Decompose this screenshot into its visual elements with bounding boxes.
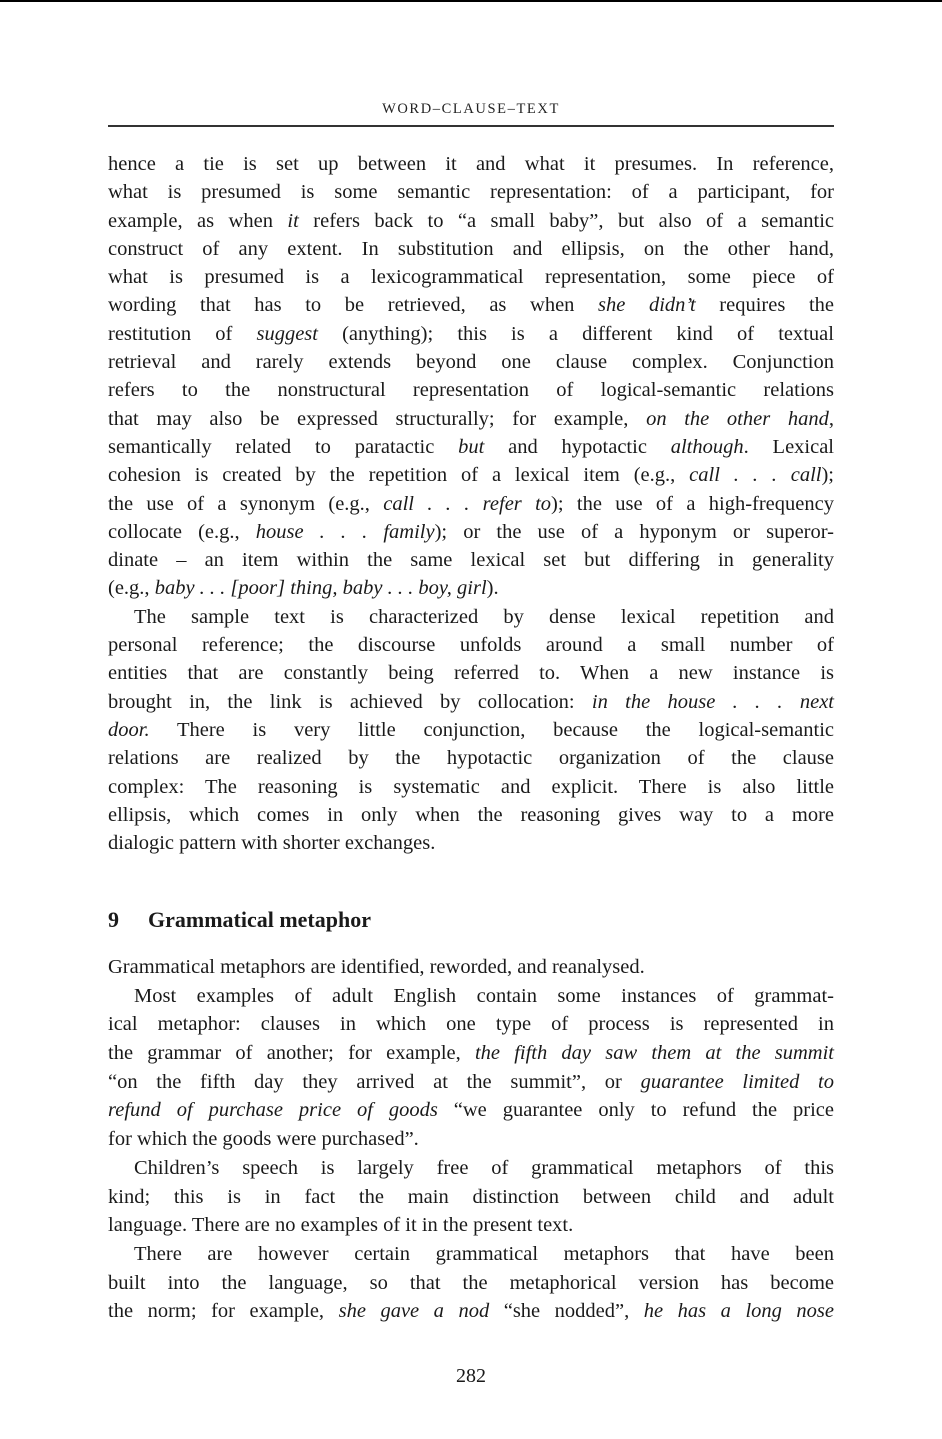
text-line: kind; this is in fact the main distinction between child and adult	[108, 1185, 834, 1208]
text-line: refers to the nonstructural representation of logical-semantic relations	[108, 379, 834, 402]
italic-example: she gave a nod	[338, 1300, 490, 1323]
text-line: language. There are no examples of it in the present text.	[108, 1214, 574, 1237]
text-line: semantically related to paratactic but and hypotactic although. Lexical	[108, 435, 835, 458]
body-text-lower	[108, 953, 834, 1326]
text-line: for which the goods were purchased”.	[108, 1128, 419, 1151]
text-line: relations are realized by the hypotactic organization of the clause	[108, 747, 834, 770]
text-line: cohesion is created by the repetition of a lexical item (e.g., call . . . call);	[108, 464, 835, 487]
text-line: complex: The reasoning is systematic and explicit. There is also little	[108, 775, 834, 798]
italic-example: he has a long nose	[643, 1300, 835, 1323]
text-line: entities that are constantly being referred to. When a new instance is	[108, 662, 834, 685]
text-line: what is presumed is a lexicogrammatical representation, some piece of	[108, 266, 834, 289]
italic-example: call . . . refer to	[383, 492, 552, 515]
text-line: what is presumed is some semantic representation: of a participant, for	[108, 181, 834, 204]
text-line: restitution of suggest (anything); this is a different kind of textual	[108, 322, 834, 345]
italic-example: house . . . family	[255, 520, 435, 543]
text-line: dialogic pattern with shorter exchanges.	[108, 832, 436, 855]
body-text-upper	[108, 150, 834, 857]
paragraph-cohesion	[108, 150, 834, 603]
text-line: the use of a synonym (e.g., call . . . refer to); the use of a high-frequency	[108, 492, 834, 515]
text-line: door. There is very little conjunction, because the logical-semantic	[108, 718, 834, 741]
page-top-border	[0, 0, 942, 2]
text-line: wording that has to be retrieved, as when she didn’t requires the	[108, 294, 834, 317]
italic-example: suggest	[256, 322, 318, 345]
italic-example: but	[458, 435, 485, 458]
text-line: (e.g., baby . . . [poor] thing, baby . . . boy, girl).	[108, 577, 499, 600]
section-number: 9	[108, 907, 119, 932]
italic-example: in the house . . . next	[591, 690, 834, 713]
text-line: the norm; for example, she gave a nod “she nodded”, he has a long nose	[108, 1300, 835, 1323]
text-line: Grammatical metaphors are identified, reworded, and reanalysed.	[108, 956, 645, 978]
paragraph-sample-text	[108, 603, 834, 858]
italic-example: guarantee limited to	[640, 1070, 834, 1093]
text-line: Most examples of adult English contain some instances of grammat-	[134, 984, 834, 1007]
paragraph-childrens-speech	[108, 1154, 834, 1240]
text-line: dinate – an item within the same lexical set but differing in generality	[108, 549, 834, 572]
text-line: collocate (e.g., house . . . family); or the use of a hyponym or superor-	[108, 520, 834, 543]
italic-example: baby . . . [poor] thing, baby . . . boy, girl	[154, 577, 487, 600]
page-number: 282	[456, 1365, 486, 1387]
text-line: the grammar of another; for example, the fifth day saw them at the summit	[108, 1042, 834, 1065]
running-head: WORD–CLAUSE–TEXT	[382, 101, 560, 117]
italic-example: although	[670, 435, 744, 458]
section-heading	[108, 907, 371, 933]
italic-example: it	[287, 209, 299, 232]
text-line: personal reference; the discourse unfolds around a small number of	[108, 634, 834, 657]
text-line: brought in, the link is achieved by collocation: in the house . . . next	[108, 690, 834, 713]
text-line: hence a tie is set up between it and what it presumes. In reference,	[108, 153, 834, 175]
paragraph-adult-english	[108, 982, 834, 1154]
text-line: The sample text is characterized by dense lexical repetition and	[134, 605, 834, 628]
text-line: There are however certain grammatical metaphors that have been	[134, 1242, 834, 1265]
text-line: Children’s speech is largely free of grammatical metaphors of this	[134, 1156, 834, 1179]
text-line: example, as when it refers back to “a small baby”, but also of a semantic	[108, 209, 834, 232]
text-line: ellipsis, which comes in only when the reasoning gives way to a more	[108, 803, 834, 826]
section-title: Grammatical metaphor	[148, 907, 371, 932]
text-line: construct of any extent. In substitution and ellipsis, on the other hand,	[108, 237, 834, 260]
text-line: retrieval and rarely extends beyond one clause complex. Conjunction	[108, 351, 834, 374]
italic-example: door.	[108, 718, 150, 741]
text-line: refund of purchase price of goods “we guarantee only to refund the price	[108, 1099, 834, 1122]
paragraph-summary	[108, 953, 834, 982]
text-line: built into the language, so that the metaphorical version has become	[108, 1271, 834, 1294]
italic-example: the fifth day saw them at the summit	[474, 1042, 834, 1065]
text-line: ical metaphor: clauses in which one type of process is represented in	[108, 1013, 834, 1036]
text-line: that may also be expressed structurally; for example, on the other hand,	[108, 407, 834, 430]
header-rule	[108, 125, 834, 127]
italic-example: refund of purchase price of goods	[108, 1099, 438, 1122]
paragraph-built-in-metaphors	[108, 1240, 834, 1326]
text-line: “on the fifth day they arrived at the summit”, or guarantee limited to	[108, 1070, 834, 1093]
italic-example: on the other hand	[646, 407, 829, 430]
italic-example: she didn’t	[598, 294, 696, 317]
italic-example: call . . . call	[689, 464, 822, 487]
